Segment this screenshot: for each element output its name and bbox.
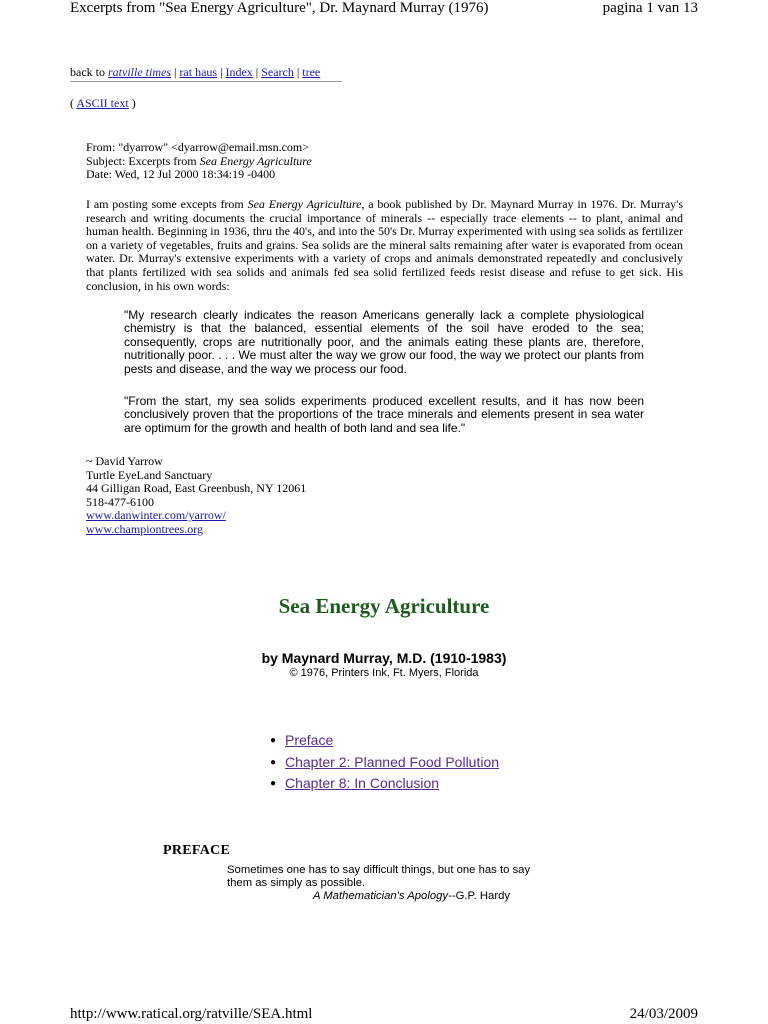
book-copyright: © 1976, Printers Ink, Ft. Myers, Florida: [289, 667, 479, 679]
book-byline: by Maynard Murray, M.D. (1910-1983): [261, 650, 507, 666]
epigraph-book: A Mathematician's Apology: [313, 889, 449, 902]
nav-prefix: back to: [70, 65, 108, 79]
nav-separator: |: [293, 65, 303, 79]
toc-item: [270, 773, 499, 795]
email-subject: [86, 155, 686, 169]
pdf-footer-date: 24/03/2009: [629, 1006, 698, 1022]
toc-item: [270, 752, 499, 774]
epigraph: [227, 864, 557, 902]
email-subject-prefix: Subject: Excerpts from: [86, 153, 200, 168]
quote-paragraph: "My research clearly indicates the reason Americans generally lack a complete physiological chemistry is that the balanced, essential elements of the soil have eroded to the sea; consequently, crops are nutritionally poor, and the animals eating these plants are, therefore, nutritionally poor. . . . We must alter the way we grow our food, the way we protect our plants from pests and disease, and the way we process our food.: [124, 308, 644, 376]
email-subject-title: Sea Energy Agriculture: [199, 153, 312, 168]
book-title: Sea Energy Agriculture: [278, 594, 490, 618]
toc-link-chapter-8[interactable]: Chapter 8: In Conclusion: [285, 775, 440, 791]
nav-bar: [70, 65, 320, 80]
email-date: Date: Wed, 12 Jul 2000 18:34:19 -0400: [86, 167, 276, 182]
epigraph-text: Sometimes one has to say difficult things, but one has to say them as simply as possible.: [227, 864, 531, 889]
signature-line: 518-477-6100: [86, 494, 154, 509]
toc-link-chapter-2[interactable]: Chapter 2: Planned Food Pollution: [285, 753, 500, 770]
nav-divider: [70, 81, 342, 82]
nav-link-search[interactable]: Search: [261, 65, 294, 79]
ascii-text-link[interactable]: ASCII text: [76, 96, 129, 110]
bullet-icon: ●: [270, 778, 277, 789]
pdf-footer-url: http://www.ratical.org/ratville/SEA.html: [70, 1006, 313, 1022]
paren-close: ): [128, 96, 136, 110]
preface-heading: PREFACE: [163, 843, 231, 858]
nav-separator: |: [252, 65, 262, 79]
table-of-contents: [270, 730, 499, 795]
intro-book-title: Sea Energy Agriculture: [247, 197, 362, 211]
email-from: From: "dyarrow" <dyarrow@email.msn.com>: [86, 140, 310, 154]
intro-text-rest: , a book published by Dr. Maynard Murray in 1976. Dr. Murray's research and writing documents the crucial importance of minerals -- especially trace elements -- to plant, animal and human health. Beginning in 1936, thru the 40's, and into the 50's Dr. Murray experimented with using sea solids as fertilizer on a variety of vegetables, fruits and grains. Sea solids are the mineral salts remaining after water is evaporated from ocean water. Dr. Murray's extensive experiments with a variety of crops and animals demonstrated repeatedly and conclusively that plants fertilized with sea solids and animals fed sea solid fertilized feeds resist disease and refuse to get sick. His conclusion, in his own words:: [86, 197, 683, 293]
nav-link-index[interactable]: Index: [225, 65, 253, 79]
signature-line: Turtle EyeLand Sanctuary: [86, 467, 213, 482]
pdf-header-title: Excerpts from "Sea Energy Agriculture", Dr. Maynard Murray (1976): [70, 0, 489, 16]
nav-separator: |: [171, 65, 180, 79]
toc-link-preface[interactable]: Preface: [285, 732, 334, 748]
signature-line: 44 Gilligan Road, East Greenbush, NY 12061: [86, 481, 307, 496]
epigraph-source: [227, 890, 557, 903]
intro-paragraph: [86, 198, 683, 293]
ascii-text-line: [70, 96, 136, 111]
paren-open: (: [70, 96, 77, 110]
bullet-icon: ●: [270, 756, 277, 768]
nav-separator: |: [217, 65, 226, 79]
nav-link-ratville-times[interactable]: ratville times: [108, 65, 171, 79]
bullet-icon: ●: [270, 735, 277, 746]
signature-link-championtrees[interactable]: www.championtrees.org: [86, 521, 203, 536]
intro-text-start: I am posting some excepts from: [86, 197, 248, 211]
nav-link-tree[interactable]: tree: [302, 65, 321, 79]
signature-link-danwinter[interactable]: www.danwinter.com/yarrow/: [86, 508, 226, 523]
epigraph-author: --G.P. Hardy: [448, 889, 511, 902]
nav-link-rat-haus[interactable]: rat haus: [179, 65, 218, 79]
signature-block: [86, 455, 486, 537]
signature-line: ~ David Yarrow: [86, 454, 163, 468]
email-header: [86, 141, 686, 182]
toc-item: [270, 730, 499, 752]
pdf-page-number: pagina 1 van 13: [602, 0, 698, 16]
quote-paragraph: "From the start, my sea solids experiments produced excellent results, and it has now been conclusively proven that the proportions of the trace minerals and elements present in sea water are optimum for the growth and health of both land and sea life.": [124, 394, 644, 435]
